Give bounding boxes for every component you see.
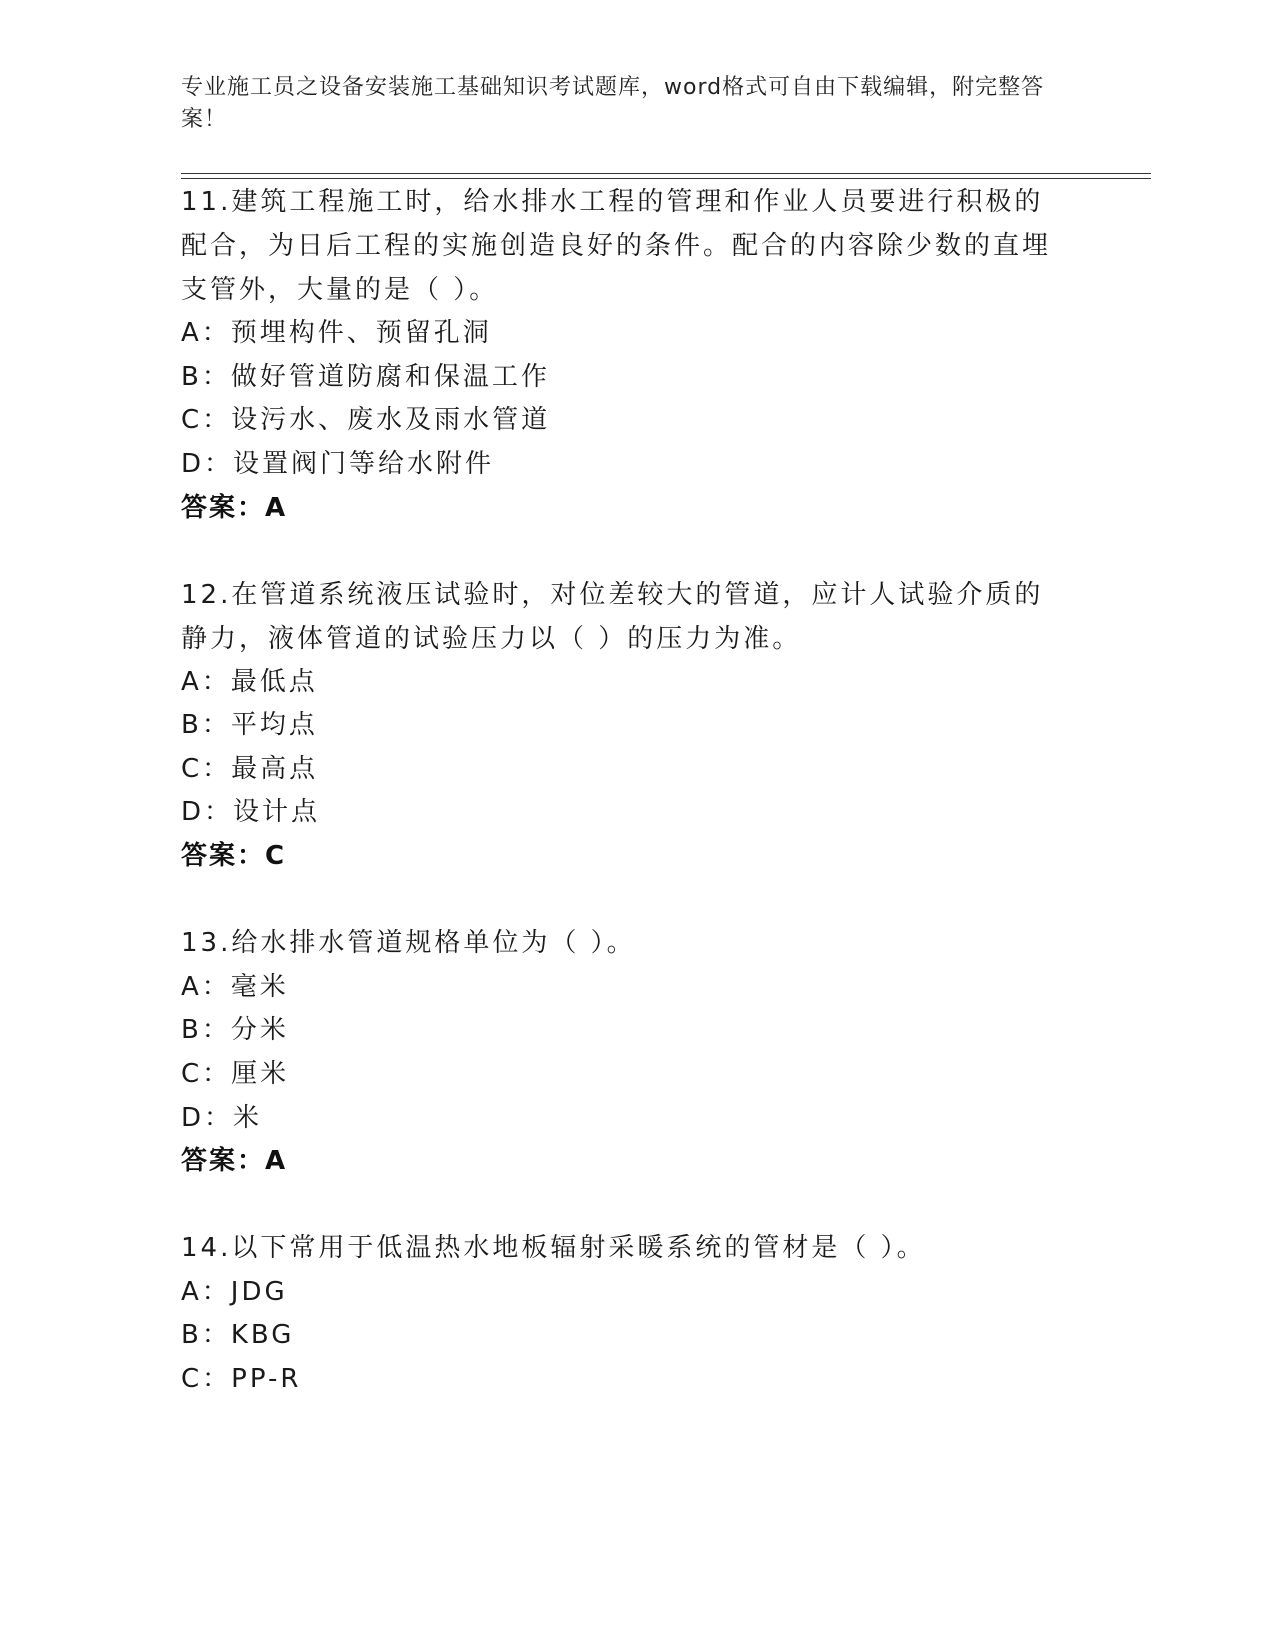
question-12-option-c: C：最高点 (181, 754, 319, 784)
header-divider-bottom (181, 178, 1151, 179)
header-divider-top (181, 173, 1151, 174)
question-13-option-a: A：毫米 (181, 972, 289, 1002)
question-11-option-b: B：做好管道防腐和保温工作 (181, 362, 550, 392)
question-11-option-a: A：预埋构件、预留孔洞 (181, 318, 492, 348)
question-13-option-d: D：米 (181, 1103, 263, 1133)
question-14-option-b: B：KBG (181, 1320, 295, 1350)
question-12-option-b: B：平均点 (181, 710, 318, 740)
question-14-text: 14.以下常用于低温热水地板辐射采暖系统的管材是（ ）。 (181, 1233, 926, 1263)
question-11-option-d: D：设置阀门等给水附件 (181, 449, 495, 479)
question-13-option-b: B：分米 (181, 1015, 289, 1045)
question-14-option-c: C：PP-R (181, 1364, 302, 1394)
question-13-text: 13.给水排水管道规格单位为（ ）。 (181, 928, 636, 958)
question-11-option-c: C：设污水、废水及雨水管道 (181, 405, 551, 435)
question-14-option-a: A：JDG (181, 1277, 288, 1307)
question-13-answer: 答案：A (181, 1146, 288, 1176)
question-13-option-c: C：厘米 (181, 1059, 290, 1089)
question-12-option-a: A：最低点 (181, 667, 318, 697)
question-12-option-d: D：设计点 (181, 797, 321, 827)
question-11-text: 11.建筑工程施工时，给水排水工程的管理和作业人员要进行积极的配合，为日后工程的实施创造良好的条件。配合的内容除少数的直埋支管外，大量的是（ ）。 (181, 187, 1052, 305)
document-header: 专业施工员之设备安装施工基础知识考试题库，word格式可自由下载编辑，附完整答案！ (181, 75, 1045, 132)
question-11-answer: 答案：A (181, 493, 288, 523)
question-12-answer: 答案：C (181, 841, 287, 871)
question-12-text: 12.在管道系统液压试验时，对位差较大的管道，应计人试验介质的静力，液体管道的试验压力以（ ）的压力为准。 (181, 580, 1044, 654)
